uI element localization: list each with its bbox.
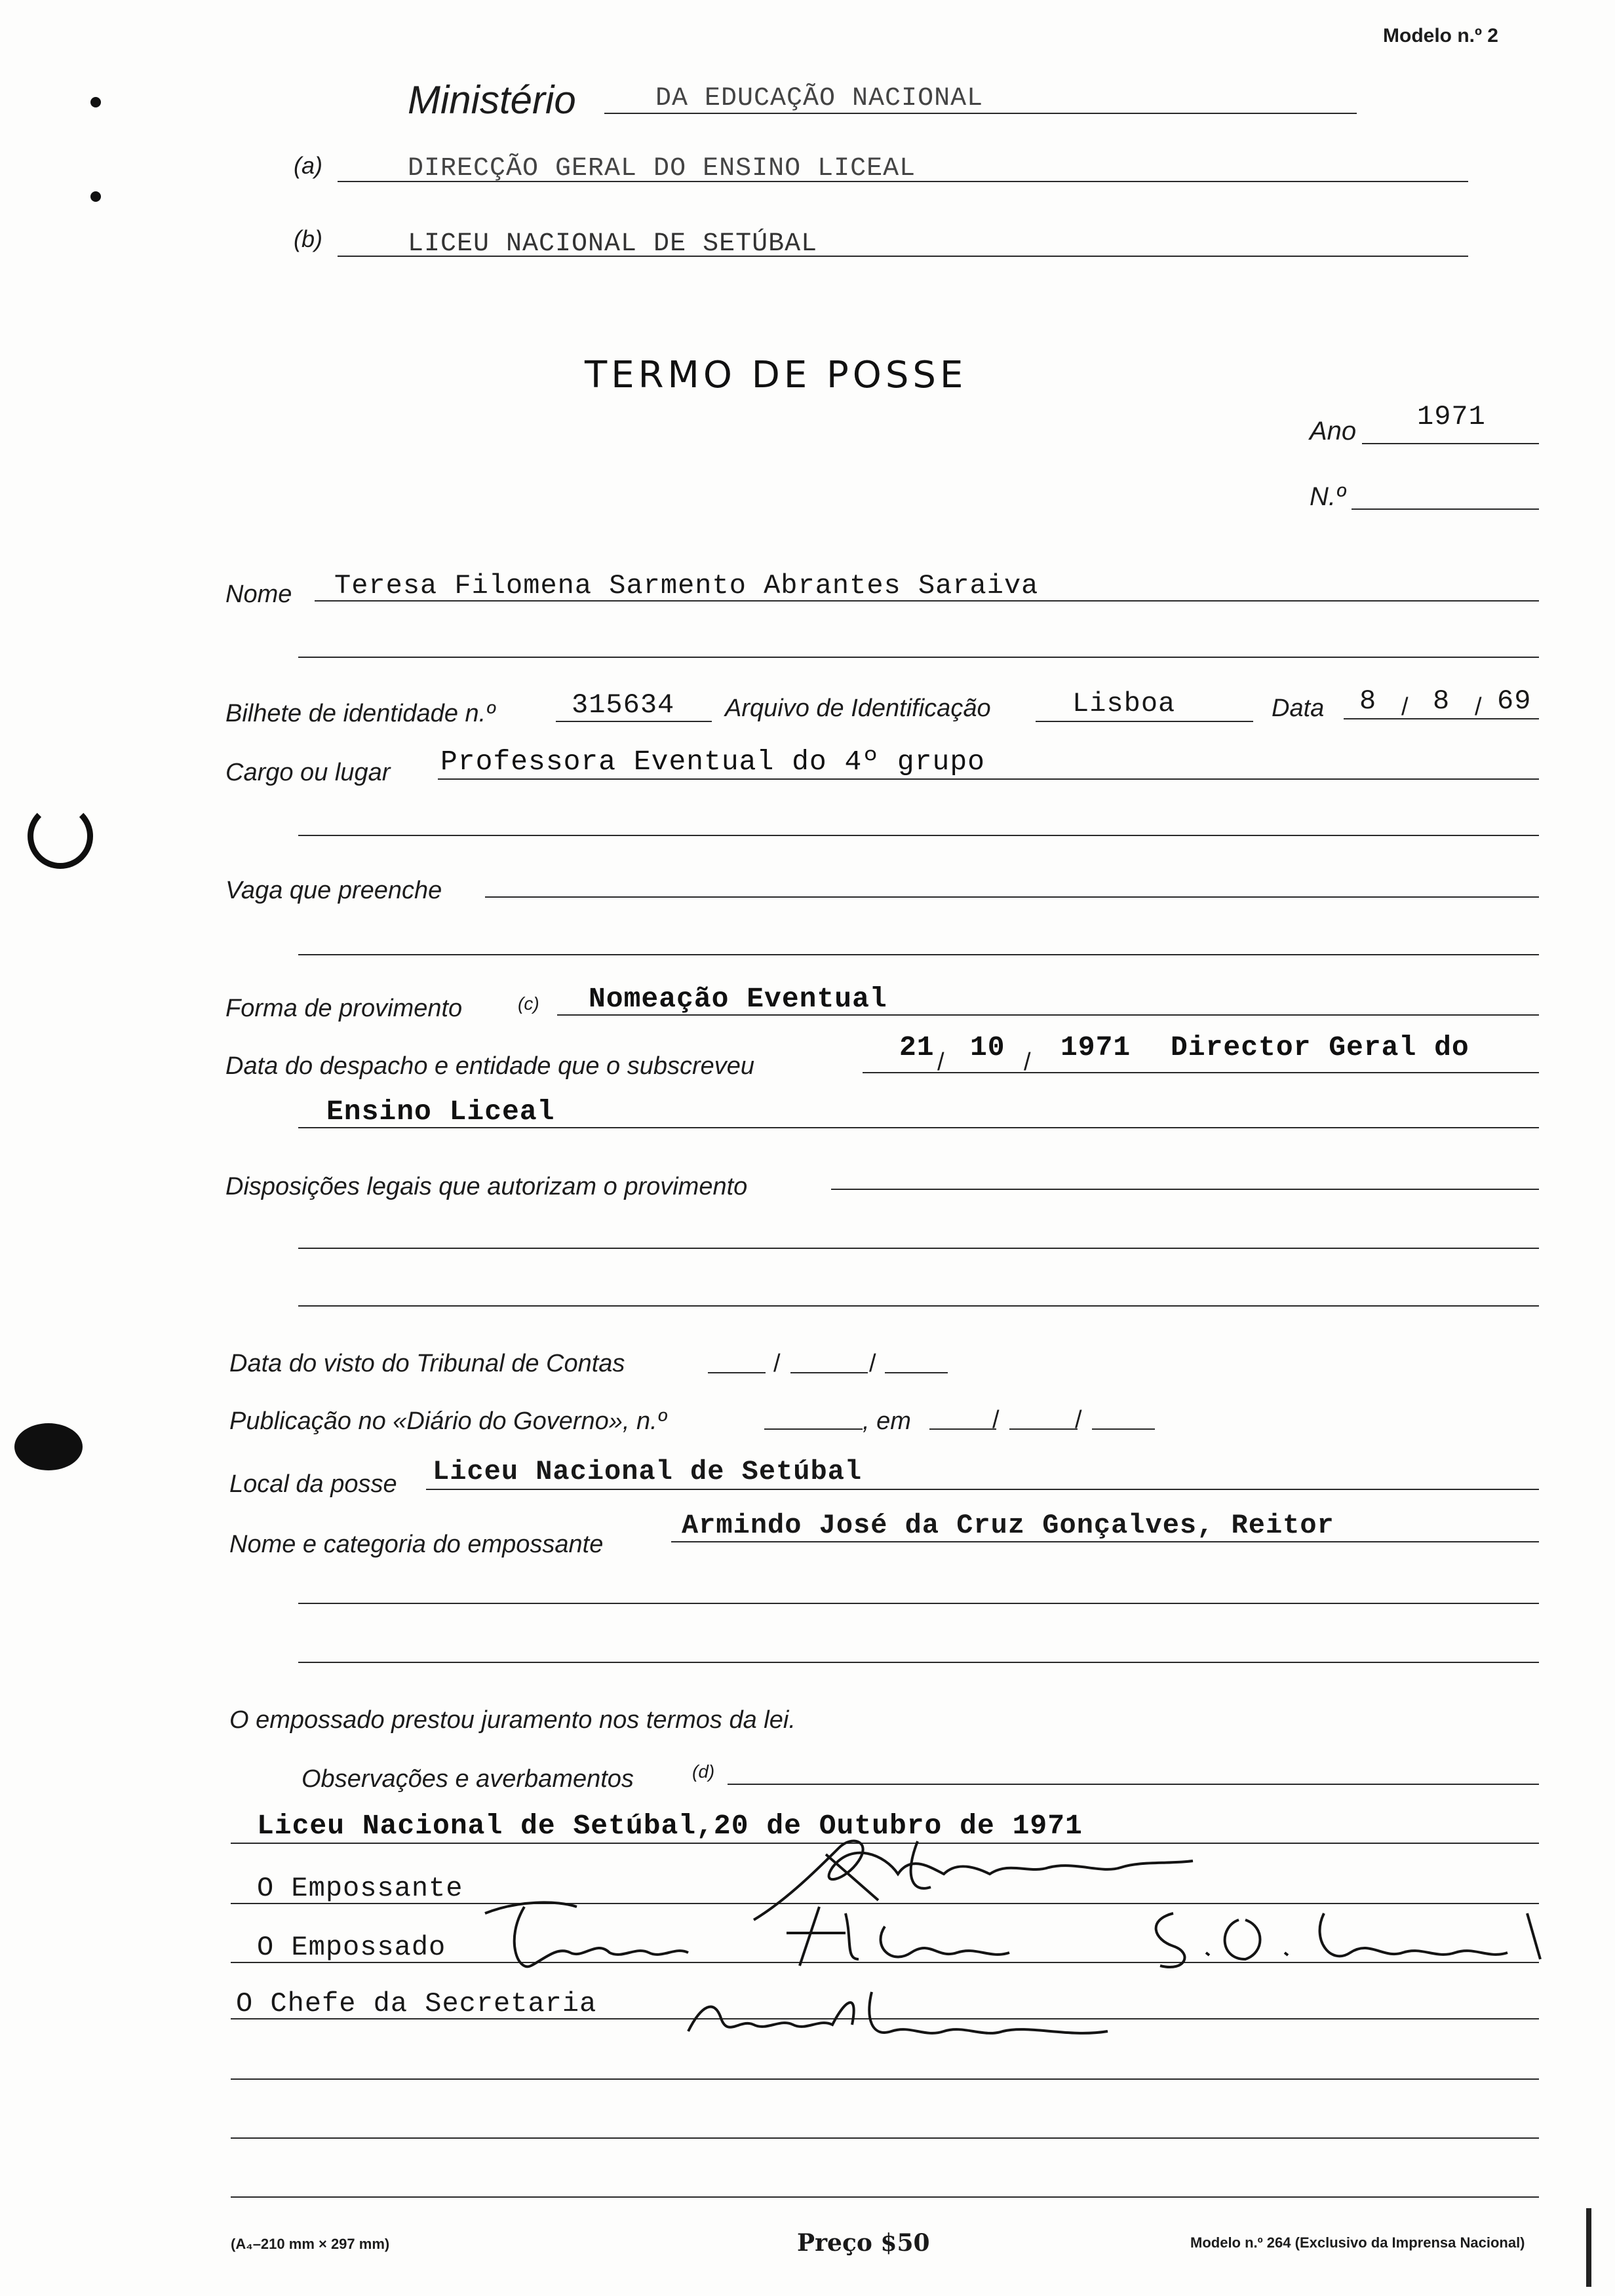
inducting-official-value: Armindo José da Cruz Gonçalves, Reitor [682,1510,1334,1541]
vacancy-label: Vaga que preenche [225,877,442,904]
dispatch-rule-2 [298,1127,1539,1128]
id-card-rule [556,721,712,722]
ministry-label: Ministério [408,78,576,122]
model-number: Modelo n.º 2 [1383,25,1498,47]
publication-date-rule-month [1009,1428,1078,1430]
name-rule [315,600,1539,602]
closing-place-date: Liceu Nacional de Setúbal,20 de Outubro de 1971 [257,1810,1083,1842]
appointment-form-rule [557,1014,1539,1016]
inducting-official-label: Nome e categoria do empossante [229,1531,604,1558]
year-label: Ano [1310,417,1357,446]
publication-slash-1: / [992,1406,1000,1434]
legal-provisions-label: Disposições legais que autorizam o provimento [225,1173,748,1200]
vacancy-rule-2 [298,954,1539,955]
dispatch-year: 1971 [1060,1031,1131,1063]
court-visa-rule-day [708,1372,766,1373]
empossado-signature [478,1887,1593,1979]
year-rule [1362,443,1539,444]
publication-date-rule-year [1092,1428,1155,1430]
dispatch-entity-line-2: Ensino Liceal [326,1096,555,1128]
punch-hole-top [28,803,93,869]
footer-paper-size: (A₄–210 mm × 297 mm) [231,2236,390,2252]
dispatch-slash-1: / [937,1048,944,1076]
dispatch-label: Data do despacho e entidade que o subscreveu [225,1052,755,1080]
chefe-secretaria-label: O Chefe da Secretaria [236,1988,597,2019]
scan-dot-2 [90,191,101,202]
dispatch-day: 21 [899,1031,935,1063]
inducting-official-rule-3 [298,1662,1539,1663]
chefe-secretaria-signature [675,1979,1134,2051]
line-a-value: DIRECÇÃO GERAL DO ENSINO LICEAL [408,154,916,183]
position-value: Professora Eventual do 4º grupo [440,746,985,778]
id-card-value: 315634 [572,689,675,721]
empossante-label: O Empossante [257,1873,463,1904]
appointment-form-value: Nomeação Eventual [589,983,887,1015]
court-visa-slash-2: / [869,1350,876,1377]
archive-rule [1036,721,1253,722]
court-visa-slash-1: / [773,1350,781,1377]
date-year: 69 [1497,685,1532,717]
place-label: Local da posse [229,1470,397,1498]
punch-hole-bottom [14,1423,83,1470]
inducting-official-rule-2 [298,1603,1539,1604]
name-value: Teresa Filomena Sarmento Abrantes Saraiva [334,570,1039,602]
legal-provisions-rule-2 [298,1248,1539,1249]
position-rule-2 [298,835,1539,836]
date-slash-2: / [1475,693,1482,721]
date-rule [1344,718,1539,719]
observations-label: Observações e averbamentos [302,1765,634,1793]
position-label: Cargo ou lugar [225,759,391,786]
court-visa-rule-month [790,1372,868,1373]
scan-dot-1 [90,97,101,107]
line-b-rule [338,256,1468,257]
id-card-label: Bilhete de identidade n.º [225,700,496,727]
legal-provisions-rule-3 [298,1305,1539,1307]
vacancy-rule [485,896,1539,898]
document-title: TERMO DE POSSE [585,354,967,396]
publication-em-label: , em [863,1407,911,1435]
place-value: Liceu Nacional de Setúbal [433,1456,863,1487]
court-visa-rule-year [885,1372,948,1373]
dispatch-entity-line-1: Director Geral do [1171,1031,1469,1063]
number-label: N.º [1310,482,1346,511]
name-rule-2 [298,657,1539,658]
observations-rule [728,1784,1539,1785]
place-rule [426,1489,1539,1490]
closing-rule-5 [231,2078,1539,2080]
publication-number-rule [764,1428,863,1430]
line-a-label: (a) [294,152,322,179]
dispatch-rule [863,1072,1539,1073]
appointment-form-label: Forma de provimento [225,995,463,1022]
date-month: 8 [1433,685,1450,717]
position-rule [438,778,1539,780]
dispatch-slash-2: / [1024,1048,1031,1076]
archive-label: Arquivo de Identificação [725,695,991,722]
date-slash-1: / [1401,693,1409,721]
line-a-rule [338,181,1468,182]
year-value: 1971 [1417,401,1486,432]
date-label: Data [1272,695,1325,722]
closing-rule-6 [231,2137,1539,2139]
date-day: 8 [1359,685,1377,717]
publication-label: Publicação no «Diário do Governo», n.º [229,1407,667,1435]
ministry-value: DA EDUCAÇÃO NACIONAL [655,84,984,113]
observations-mark: (d) [692,1761,715,1782]
number-rule [1352,508,1539,510]
oath-statement: O empossado prestou juramento nos termos da lei. [229,1706,796,1734]
line-b-value: LICEU NACIONAL DE SETÚBAL [408,229,818,259]
publication-date-rule-day [929,1428,996,1430]
ministry-rule [604,113,1357,114]
archive-value: Lisboa [1072,688,1176,719]
legal-provisions-rule [831,1189,1539,1190]
name-label: Nome [225,581,292,608]
appointment-form-mark: (c) [518,993,539,1014]
edge-mark [1586,2208,1591,2287]
publication-slash-2: / [1075,1406,1082,1434]
empossado-label: O Empossado [257,1932,446,1963]
footer-price: Preço $50 [797,2229,930,2257]
inducting-official-rule [671,1541,1539,1542]
closing-rule-7 [231,2196,1539,2198]
line-b-label: (b) [294,225,322,252]
footer-model: Modelo n.º 264 (Exclusivo da Imprensa Nacional) [1190,2234,1525,2251]
court-visa-label: Data do visto do Tribunal de Contas [229,1350,625,1377]
dispatch-month: 10 [970,1031,1005,1063]
